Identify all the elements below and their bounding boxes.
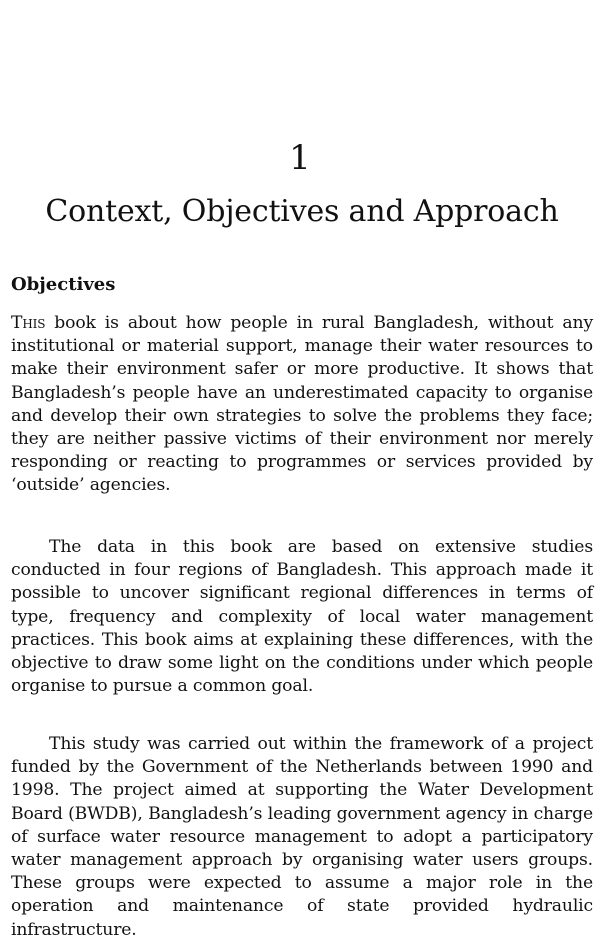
chapter-number: 1	[289, 138, 311, 178]
paragraph-2-text: The data in this book are based on extensive studies conducted in four regions of Bangladesh. This approach made it possible to uncover significant regional differences in terms of type, frequency and complexity of local water management practices. This book aims at explaining these differences, with the objective to draw some light on the conditions under which people organise to pursue a common goal.	[11, 537, 593, 697]
section-heading: Objectives	[11, 274, 116, 295]
paragraph-1-text: book is about how people in rural Bangladesh, without any institutional or material support, manage their water resources to make their environment safer or more productive. It shows that Bangladesh’s people have an underestimated capacity to organise and develop their own strategies to solve the problems they face; they are neither passive victims of their environment nor merely responding or reacting to programmes or services provided by ‘outside’ agencies.	[11, 313, 593, 496]
paragraph-1-lead: This	[11, 313, 46, 333]
paragraph-2	[11, 536, 593, 698]
paragraph-3	[11, 733, 593, 942]
paragraph-1	[11, 312, 593, 498]
paragraph-3-text: This study was carried out within the framework of a project funded by the Government of the Netherlands between 1990 and 1998. The project aimed at supporting the Water Development Board (BWDB), Bangladesh’s leading government agency in charge of surface water resource management to adopt a participatory water management approach by organising water users groups. These groups were expected to assume a major role in the operation and maintenance of state provided hydraulic infrastructure.	[11, 734, 593, 940]
chapter-title: Context, Objectives and Approach	[45, 194, 559, 229]
